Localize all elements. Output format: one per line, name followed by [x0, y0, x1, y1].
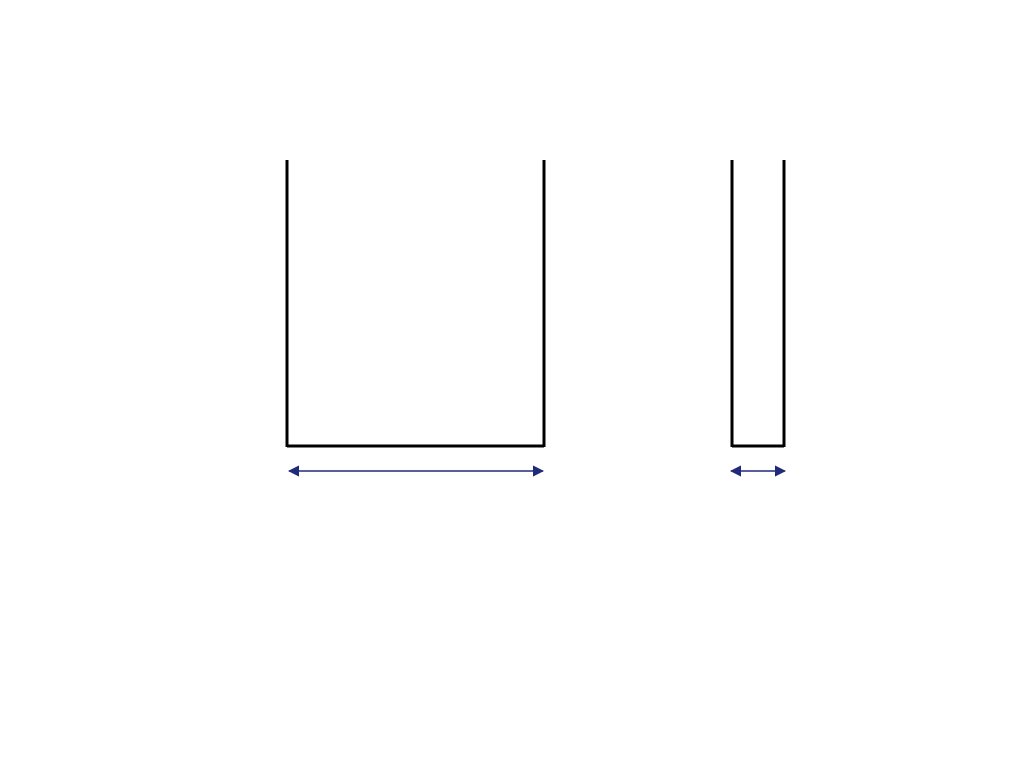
container-wide [287, 160, 544, 447]
container-narrow [732, 160, 784, 447]
